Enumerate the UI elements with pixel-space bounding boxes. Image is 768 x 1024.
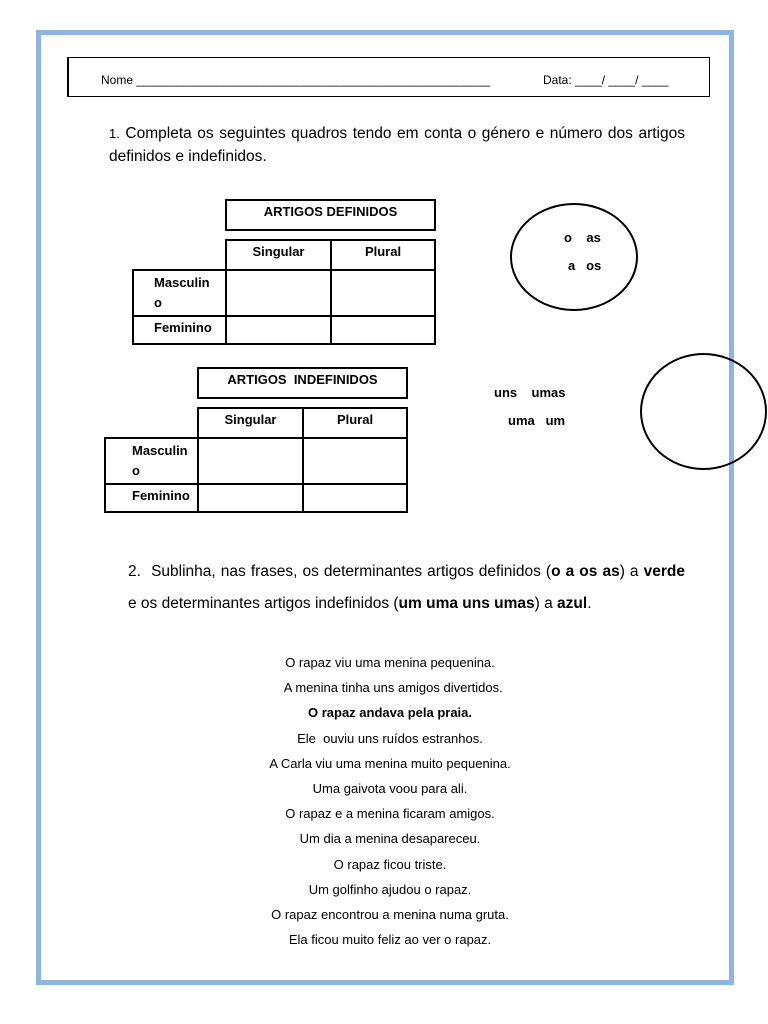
question-1-text: Completa os seguintes quadros tendo em conta o género e número dos artigos definidos e indefinidos.	[109, 125, 685, 165]
sentence: Um dia a menina desapareceu.	[299, 831, 481, 847]
sentence: O rapaz ficou triste.	[333, 856, 447, 872]
table-definidos-cell-fem-plur[interactable]	[331, 316, 435, 344]
table-indefinidos-feminino: Feminino	[132, 488, 190, 503]
question-2-number: 2.	[128, 563, 141, 580]
question-2	[128, 556, 685, 620]
sentence: O rapaz e a menina ficaram amigos.	[285, 806, 495, 822]
question-2-text-2: ) a	[619, 563, 644, 580]
table-artigos-indefinidos	[104, 367, 408, 513]
table-definidos-cell-masc-sing[interactable]	[226, 270, 331, 316]
question-2-definidos-list: o a os as	[551, 563, 620, 580]
circle-definidos-line2: a os	[568, 258, 602, 273]
table-definidos-plural: Plural	[364, 244, 402, 259]
date-field-label: Data: ____/ ____/ ____	[543, 73, 669, 87]
table-definidos-cell-masc-plur[interactable]	[331, 270, 435, 316]
question-2-indefinidos-list: um uma uns umas	[398, 595, 535, 612]
table-indefinidos-cell-fem-plur[interactable]	[303, 484, 407, 512]
table-definidos-masculino: Masculin o	[154, 275, 210, 310]
table-definidos-cell-fem-sing[interactable]	[226, 316, 331, 344]
sentence: Ele ouviu uns ruídos estranhos.	[297, 730, 483, 746]
question-2-text-1: Sublinha, nas frases, os determinantes artigos definidos (	[151, 563, 552, 580]
words-indefinidos-line1: uns umas	[494, 385, 566, 400]
sentence: Uma gaivota voou para ali.	[312, 781, 468, 797]
name-date-header	[67, 57, 710, 97]
name-field-label: Nome _____________________________________________________	[101, 73, 491, 87]
table-definidos-feminino: Feminino	[154, 320, 212, 335]
table-definidos-singular: Singular	[252, 244, 305, 259]
question-1-number: 1.	[109, 126, 120, 141]
question-2-color-green: verde	[643, 563, 686, 580]
sentence: O rapaz encontrou a menina numa gruta.	[271, 907, 509, 923]
sentence: A Carla viu uma menina muito pequenina.	[269, 755, 511, 771]
table-indefinidos-singular: Singular	[224, 412, 277, 427]
table-definidos-title: ARTIGOS DEFINIDOS	[263, 204, 398, 219]
table-indefinidos-cell-masc-plur[interactable]	[303, 438, 407, 484]
table-indefinidos-masculino: Masculin o	[132, 443, 188, 478]
circle-indefinidos	[640, 353, 767, 470]
sentence: A menina tinha uns amigos divertidos.	[277, 680, 503, 696]
question-2-color-blue: azul	[557, 595, 588, 612]
table-artigos-definidos	[132, 199, 436, 345]
sentence: O rapaz andava pela praia.	[307, 705, 473, 721]
words-indefinidos-line2: uma um	[508, 413, 566, 428]
question-1	[109, 122, 685, 168]
table-indefinidos-cell-fem-sing[interactable]	[198, 484, 303, 512]
table-indefinidos-cell-masc-sing[interactable]	[198, 438, 303, 484]
question-2-text-3: e os determinantes artigos indefinidos (	[128, 595, 399, 612]
table-indefinidos-plural: Plural	[336, 412, 374, 427]
sentence: Ela ficou muito feliz ao ver o rapaz.	[288, 932, 492, 948]
circle-definidos	[510, 203, 638, 311]
question-2-text-5: .	[587, 595, 592, 612]
question-2-text-4: ) a	[534, 595, 558, 612]
circle-definidos-line1: o as	[564, 230, 601, 245]
sentence: Um golfinho ajudou o rapaz.	[308, 881, 472, 897]
table-indefinidos-title: ARTIGOS INDEFINIDOS	[227, 372, 378, 387]
sentence-list	[200, 650, 580, 952]
table-definidos-title-cell	[226, 200, 435, 230]
sentence: O rapaz viu uma menina pequenina.	[285, 655, 495, 670]
